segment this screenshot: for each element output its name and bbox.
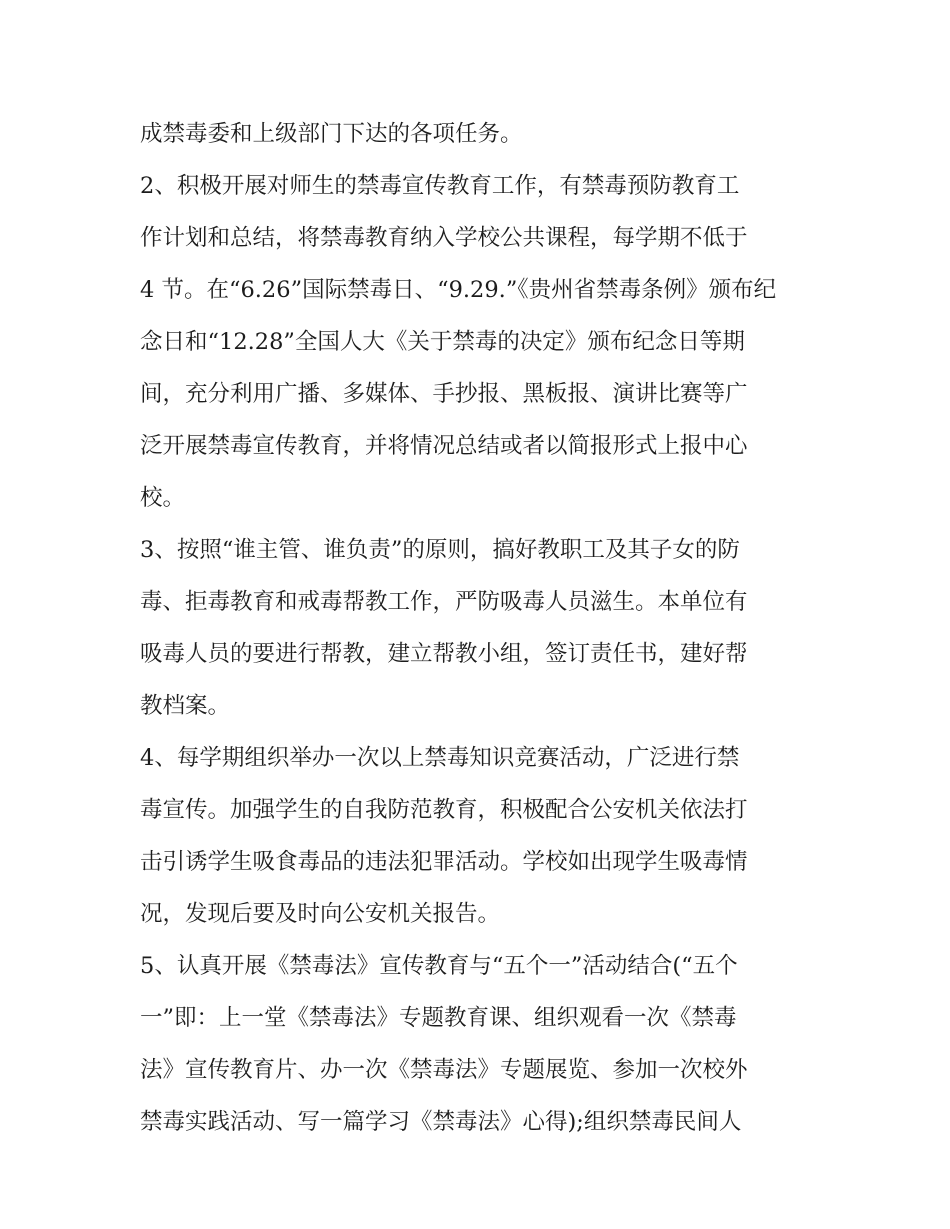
text-line: 成禁毒委和上级部门下达的各项任务。 — [140, 121, 523, 147]
text-line: 法》宣传教育片、办一次《禁毒法》专题展览、参加一次校外 — [140, 1057, 748, 1083]
text-line: 泛开展禁毒宣传教育，并将情况总结或者以简报形式上报中心 — [140, 433, 748, 459]
paragraph-item-2 — [140, 160, 830, 524]
text-line: 一”即：上一堂《禁毒法》专题教育课、组织观看一次《禁毒 — [140, 1005, 737, 1031]
paragraph-continuation — [140, 108, 830, 160]
paragraph-item-5 — [140, 940, 830, 1148]
text-line: 毒宣传。加强学生的自我防范教育，积极配合公安机关依法打 — [140, 797, 748, 823]
text-line: 2、积极开展对师生的禁毒宣传教育工作，有禁毒预防教育工 — [140, 173, 740, 199]
text-line: 4、每学期组织举办一次以上禁毒知识竞赛活动，广泛进行禁 — [140, 745, 740, 771]
paragraph-item-4 — [140, 732, 830, 940]
text-line: 吸毒人员的要进行帮教，建立帮教小组，签订责任书，建好帮 — [140, 641, 748, 667]
text-line: 击引诱学生吸食毒品的违法犯罪活动。学校如出现学生吸毒情 — [140, 849, 748, 875]
text-line: 禁毒实践活动、写一篇学习《禁毒法》心得);组织禁毒民间人 — [140, 1109, 742, 1135]
text-line: 5、认真开展《禁毒法》宣传教育与“五个一”活动结合(“五个 — [140, 953, 738, 979]
text-line: 毒、拒毒教育和戒毒帮教工作，严防吸毒人员滋生。本单位有 — [140, 589, 748, 615]
text-line: 况，发现后要及时向公安机关报告。 — [140, 901, 501, 927]
text-line: 校。 — [140, 485, 186, 511]
text-line: 作计划和总结，将禁毒教育纳入学校公共课程，每学期不低于 — [140, 225, 748, 251]
text-line: 间，充分利用广播、多媒体、手抄报、黑板报、演讲比赛等广 — [140, 381, 748, 407]
paragraph-item-3 — [140, 524, 830, 732]
text-line: 教档案。 — [140, 693, 231, 719]
text-line: 4 节。在“6.26”国际禁毒日、“9.29.”《贵州省禁毒条例》颁布纪 — [140, 277, 777, 303]
text-line: 3、按照“谁主管、谁负责”的原则，搞好教职工及其子女的防 — [140, 537, 740, 563]
text-line: 念日和“12.28”全国人大《关于禁毒的决定》颁布纪念日等期 — [140, 329, 745, 355]
document-body — [140, 108, 830, 1148]
